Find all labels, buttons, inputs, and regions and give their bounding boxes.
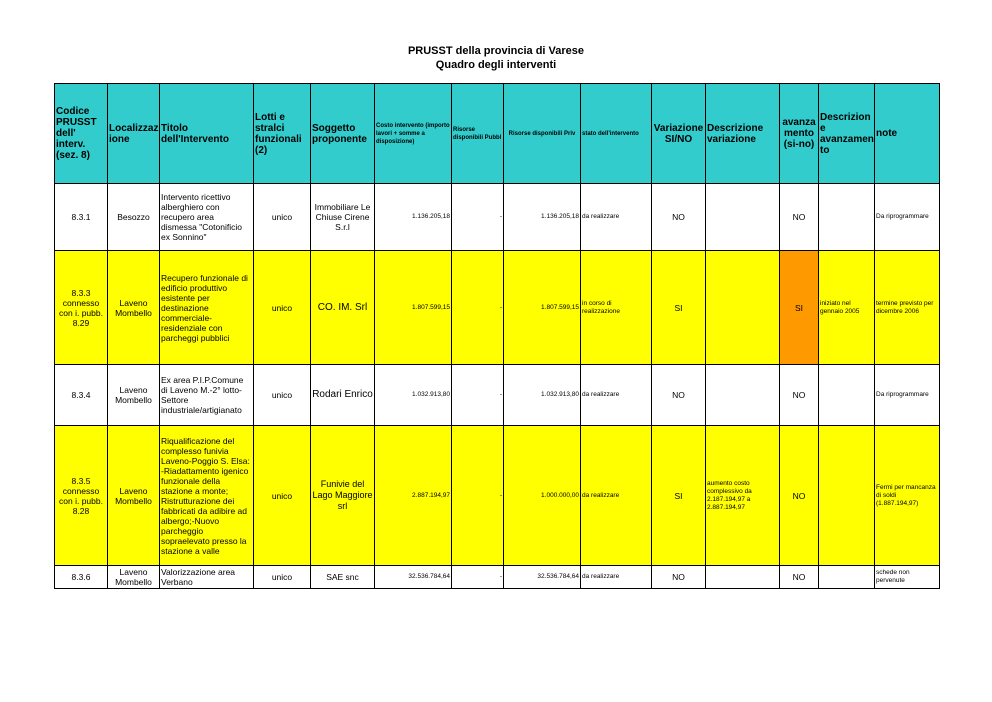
header-avanzamento: avanza mento (si-no) <box>780 84 819 184</box>
cell-costo: 2.887.194,97 <box>375 426 452 566</box>
cell-note: Da riprogrammare <box>875 365 940 426</box>
cell-stato: da realizzare <box>581 365 652 426</box>
cell-lotti: unico <box>254 251 311 365</box>
cell-localizzazione: Laveno Mombello <box>108 251 160 365</box>
cell-stato: in corso di realizzazione <box>581 251 652 365</box>
cell-lotti: unico <box>254 566 311 589</box>
table-row <box>55 566 940 589</box>
cell-soggetto: CO. IM. Srl <box>311 251 375 365</box>
header-codice: Codice PRUSST dell' interv. (sez. 8) <box>55 84 108 184</box>
cell-descr-variazione <box>706 365 780 426</box>
cell-stato: da realizzare <box>581 426 652 566</box>
cell-risorse-pubbl: - <box>452 566 504 589</box>
cell-avanzamento: SI <box>780 251 819 365</box>
cell-localizzazione: Laveno Mombello <box>108 365 160 426</box>
table-row <box>55 251 940 365</box>
cell-soggetto: Rodari Enrico <box>311 365 375 426</box>
cell-descr-variazione <box>706 566 780 589</box>
cell-costo: 1.136.205,18 <box>375 184 452 251</box>
table-row <box>55 365 940 426</box>
cell-titolo: Recupero funzionale di edificio produttivo esistente per destinazione commerciale-residenziale con parcheggi pubblici <box>160 251 254 365</box>
cell-risorse-pubbl: - <box>452 426 504 566</box>
cell-descr-variazione: aumento costo complessivo da 2.187.194,97 a 2.887.194,97 <box>706 426 780 566</box>
cell-lotti: unico <box>254 426 311 566</box>
cell-note: termine previsto per dicembre 2006 <box>875 251 940 365</box>
cell-risorse-priv: 32.536.784,64 <box>504 566 581 589</box>
cell-descr-avanzamento: iniziato nel gennaio 2005 <box>819 251 875 365</box>
cell-note: Da riprogrammare <box>875 184 940 251</box>
header-costo: Costo intervento (importo lavori + somme a disposizione) <box>375 84 452 184</box>
cell-descr-variazione <box>706 251 780 365</box>
cell-risorse-priv: 1.807.599,15 <box>504 251 581 365</box>
cell-variazione: NO <box>652 184 706 251</box>
cell-risorse-priv: 1.032.913,80 <box>504 365 581 426</box>
cell-descr-variazione <box>706 184 780 251</box>
cell-codice: 8.3.3 connesso con i. pubb. 8.29 <box>55 251 108 365</box>
cell-risorse-pubbl: - <box>452 365 504 426</box>
cell-localizzazione: Laveno Mombello <box>108 566 160 589</box>
header-descr-variazione: Descrizione variazione <box>706 84 780 184</box>
header-note: note <box>875 84 940 184</box>
cell-risorse-pubbl: - <box>452 184 504 251</box>
cell-avanzamento: NO <box>780 184 819 251</box>
cell-avanzamento: NO <box>780 426 819 566</box>
page-subtitle: Quadro degli interventi <box>435 59 557 71</box>
cell-titolo: Intervento ricettivo alberghiero con recupero area dismessa "Cotonificio ex Sonnino" <box>160 184 254 251</box>
header-stato: stato dell'intervento <box>581 84 652 184</box>
header-localizzazione: Localizzaz ione <box>108 84 160 184</box>
cell-descr-avanzamento <box>819 365 875 426</box>
cell-costo: 1.807.599,15 <box>375 251 452 365</box>
header-lotti: Lotti e stralci funzionali (2) <box>254 84 311 184</box>
cell-risorse-priv: 1.000.000,00 <box>504 426 581 566</box>
cell-soggetto: Funivie del Lago Maggiore srl <box>311 426 375 566</box>
cell-variazione: SI <box>652 426 706 566</box>
cell-descr-avanzamento <box>819 566 875 589</box>
interventions-table <box>54 83 940 589</box>
cell-titolo: Ex area P.I.P.Comune di Laveno M.-2° lotto-Settore industriale/artigianato <box>160 365 254 426</box>
cell-titolo: Riqualificazione del complesso funivia Laveno-Poggio S. Elsa: -Riadattamento igenico funzionale della stazione a monte; Ristrutturazione dei fabbricati da adibire ad albergo;-Nuovo parcheggio sopraelevato presso la stazione a valle <box>160 426 254 566</box>
cell-stato: da realizzare <box>581 566 652 589</box>
cell-stato: da realizzare <box>581 184 652 251</box>
cell-titolo: Valorizzazione area Verbano <box>160 566 254 589</box>
cell-codice: 8.3.1 <box>55 184 108 251</box>
cell-soggetto: SAE snc <box>311 566 375 589</box>
header-variazione: Variazione SI/NO <box>652 84 706 184</box>
cell-localizzazione: Besozzo <box>108 184 160 251</box>
cell-lotti: unico <box>254 184 311 251</box>
cell-costo: 1.032.913,80 <box>375 365 452 426</box>
cell-lotti: unico <box>254 365 311 426</box>
header-titolo: Titolo dell'Intervento <box>160 84 254 184</box>
cell-localizzazione: Laveno Mombello <box>108 426 160 566</box>
cell-note: schede non pervenute <box>875 566 940 589</box>
cell-codice: 8.3.4 <box>55 365 108 426</box>
table-row <box>55 426 940 566</box>
cell-variazione: NO <box>652 566 706 589</box>
header-soggetto: Soggetto proponente <box>311 84 375 184</box>
header-row <box>55 84 940 184</box>
cell-descr-avanzamento <box>819 184 875 251</box>
cell-codice: 8.3.6 <box>55 566 108 589</box>
cell-avanzamento: NO <box>780 566 819 589</box>
table-row <box>55 184 940 251</box>
header-descr-avanzamento: Descrizion e avanzamen to <box>819 84 875 184</box>
cell-codice: 8.3.5 connesso con i. pubb. 8.28 <box>55 426 108 566</box>
cell-costo: 32.536.784,64 <box>375 566 452 589</box>
cell-avanzamento: NO <box>780 365 819 426</box>
cell-variazione: NO <box>652 365 706 426</box>
cell-descr-avanzamento <box>819 426 875 566</box>
cell-note: Fermi per mancanza di soldi (1.887.194,97) <box>875 426 940 566</box>
header-risorse-priv: Risorse disponibili Priv <box>504 84 581 184</box>
cell-variazione: SI <box>652 251 706 365</box>
cell-risorse-pubbl: - <box>452 251 504 365</box>
header-risorse-pubbl: Risorse disponibili Pubbl <box>452 84 504 184</box>
page-title: PRUSST della provincia di Varese <box>407 45 585 57</box>
cell-soggetto: Immobiliare Le Chiuse Cirene S.r.l <box>311 184 375 251</box>
cell-risorse-priv: 1.136.205,18 <box>504 184 581 251</box>
